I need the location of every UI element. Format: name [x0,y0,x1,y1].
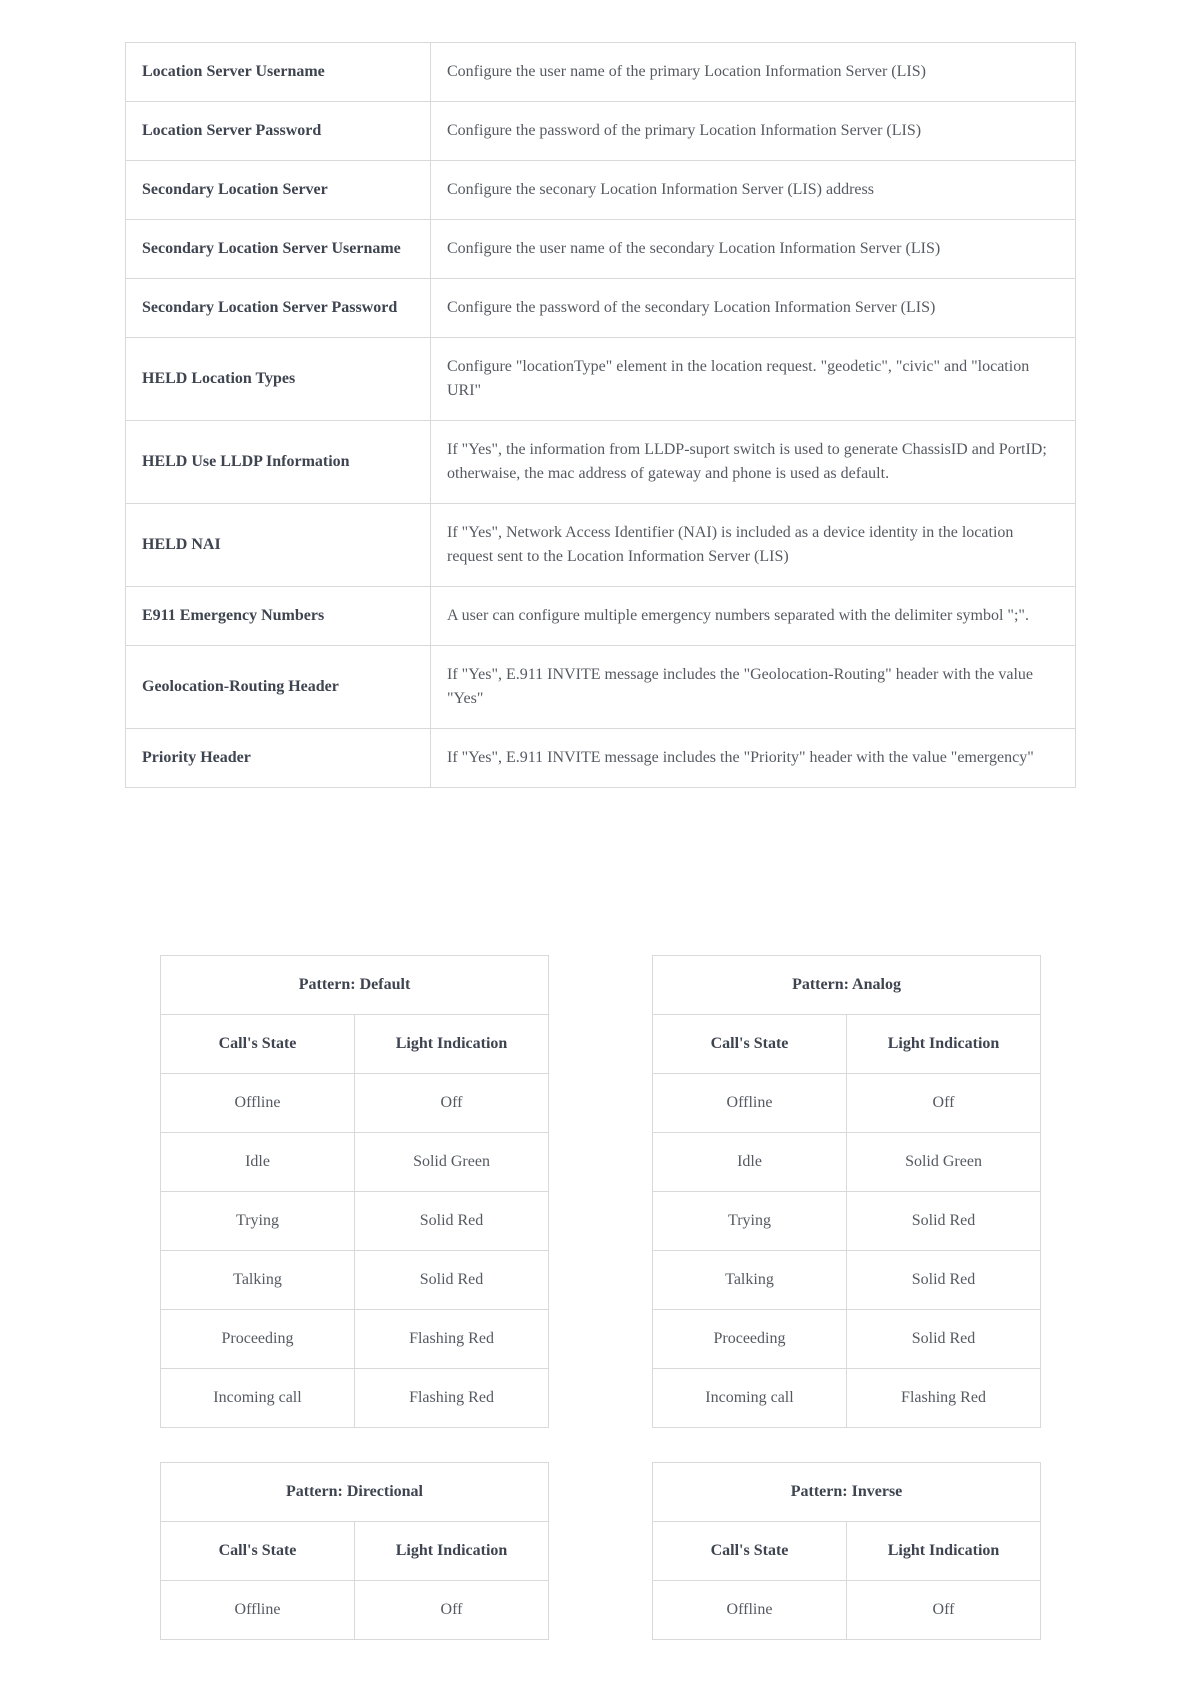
call-state-cell: Trying [653,1192,847,1251]
table-row [653,1251,1041,1310]
setting-name: E911 Emergency Numbers [126,587,431,646]
table-row [161,1133,549,1192]
column-header-state: Call's State [161,1015,355,1074]
column-header-state: Call's State [653,1522,847,1581]
light-indication-cell: Solid Red [355,1251,549,1310]
call-state-cell: Proceeding [653,1310,847,1369]
table-row [653,1310,1041,1369]
table-header-row [653,1522,1041,1581]
pattern-default-table [160,955,549,1428]
pattern-title: Pattern: Inverse [653,1463,1041,1522]
light-indication-cell: Off [847,1581,1041,1640]
light-indication-cell: Flashing Red [355,1310,549,1369]
call-state-cell: Offline [161,1581,355,1640]
pattern-title: Pattern: Directional [161,1463,549,1522]
light-indication-cell: Off [355,1074,549,1133]
setting-name: HELD Use LLDP Information [126,421,431,504]
pattern-inverse-table [652,1462,1041,1640]
column-header-light: Light Indication [847,1015,1041,1074]
setting-name: HELD NAI [126,504,431,587]
call-state-cell: Offline [653,1074,847,1133]
table-row [161,1251,549,1310]
settings-table [125,42,1076,788]
setting-description: Configure the password of the secondary Location Information Server (LIS) [431,279,1076,338]
table-header-row [653,1015,1041,1074]
table-row [653,1192,1041,1251]
table-row [126,102,1076,161]
table-row [126,43,1076,102]
call-state-cell: Proceeding [161,1310,355,1369]
light-indication-cell: Off [847,1074,1041,1133]
setting-description: Configure "locationType" element in the location request. "geodetic", "civic" and "location URI" [431,338,1076,421]
setting-description: Configure the user name of the secondary Location Information Server (LIS) [431,220,1076,279]
call-state-cell: Trying [161,1192,355,1251]
table-row [161,1369,549,1428]
table-row [161,1192,549,1251]
column-header-state: Call's State [161,1522,355,1581]
setting-name: Geolocation-Routing Header [126,646,431,729]
table-row [126,587,1076,646]
setting-description: Configure the seconary Location Information Server (LIS) address [431,161,1076,220]
table-title-row [161,956,549,1015]
setting-description: If "Yes", E.911 INVITE message includes the "Priority" header with the value "emergency" [431,729,1076,788]
light-indication-cell: Flashing Red [847,1369,1041,1428]
table-row [653,1369,1041,1428]
setting-description: If "Yes", E.911 INVITE message includes the "Geolocation-Routing" header with the value "Yes" [431,646,1076,729]
call-state-cell: Incoming call [653,1369,847,1428]
table-title-row [161,1463,549,1522]
table-row [653,1133,1041,1192]
call-state-cell: Talking [161,1251,355,1310]
table-header-row [161,1015,549,1074]
setting-name: Priority Header [126,729,431,788]
table-row [126,421,1076,504]
call-state-cell: Talking [653,1251,847,1310]
pattern-analog-table [652,955,1041,1428]
setting-name: Secondary Location Server Password [126,279,431,338]
light-indication-cell: Solid Red [847,1192,1041,1251]
table-row [126,220,1076,279]
column-header-light: Light Indication [355,1522,549,1581]
light-indication-cell: Off [355,1581,549,1640]
setting-description: A user can configure multiple emergency numbers separated with the delimiter symbol ";". [431,587,1076,646]
setting-name: Location Server Password [126,102,431,161]
table-row [126,729,1076,788]
pattern-title: Pattern: Analog [653,956,1041,1015]
table-row [653,1581,1041,1640]
setting-description: Configure the user name of the primary Location Information Server (LIS) [431,43,1076,102]
setting-name: Location Server Username [126,43,431,102]
light-indication-cell: Flashing Red [355,1369,549,1428]
table-title-row [653,956,1041,1015]
table-title-row [653,1463,1041,1522]
pattern-directional-table [160,1462,549,1640]
light-indication-cell: Solid Green [847,1133,1041,1192]
column-header-light: Light Indication [355,1015,549,1074]
setting-description: Configure the password of the primary Location Information Server (LIS) [431,102,1076,161]
light-indication-cell: Solid Red [355,1192,549,1251]
pattern-title: Pattern: Default [161,956,549,1015]
setting-name: Secondary Location Server Username [126,220,431,279]
column-header-light: Light Indication [847,1522,1041,1581]
table-row [126,161,1076,220]
setting-name: Secondary Location Server [126,161,431,220]
call-state-cell: Offline [653,1581,847,1640]
light-indication-cell: Solid Red [847,1310,1041,1369]
table-row [161,1074,549,1133]
call-state-cell: Idle [161,1133,355,1192]
column-header-state: Call's State [653,1015,847,1074]
light-indication-cell: Solid Red [847,1251,1041,1310]
table-row [161,1310,549,1369]
setting-name: HELD Location Types [126,338,431,421]
table-row [161,1581,549,1640]
table-row [126,338,1076,421]
call-state-cell: Incoming call [161,1369,355,1428]
call-state-cell: Idle [653,1133,847,1192]
light-indication-cell: Solid Green [355,1133,549,1192]
table-row [126,504,1076,587]
setting-description: If "Yes", the information from LLDP-suport switch is used to generate ChassisID and PortID; otherwaise, the mac address of gateway and phone is used as default. [431,421,1076,504]
table-row [126,279,1076,338]
call-state-cell: Offline [161,1074,355,1133]
setting-description: If "Yes", Network Access Identifier (NAI) is included as a device identity in the location request sent to the Location Information Server (LIS) [431,504,1076,587]
table-header-row [161,1522,549,1581]
table-row [126,646,1076,729]
table-row [653,1074,1041,1133]
